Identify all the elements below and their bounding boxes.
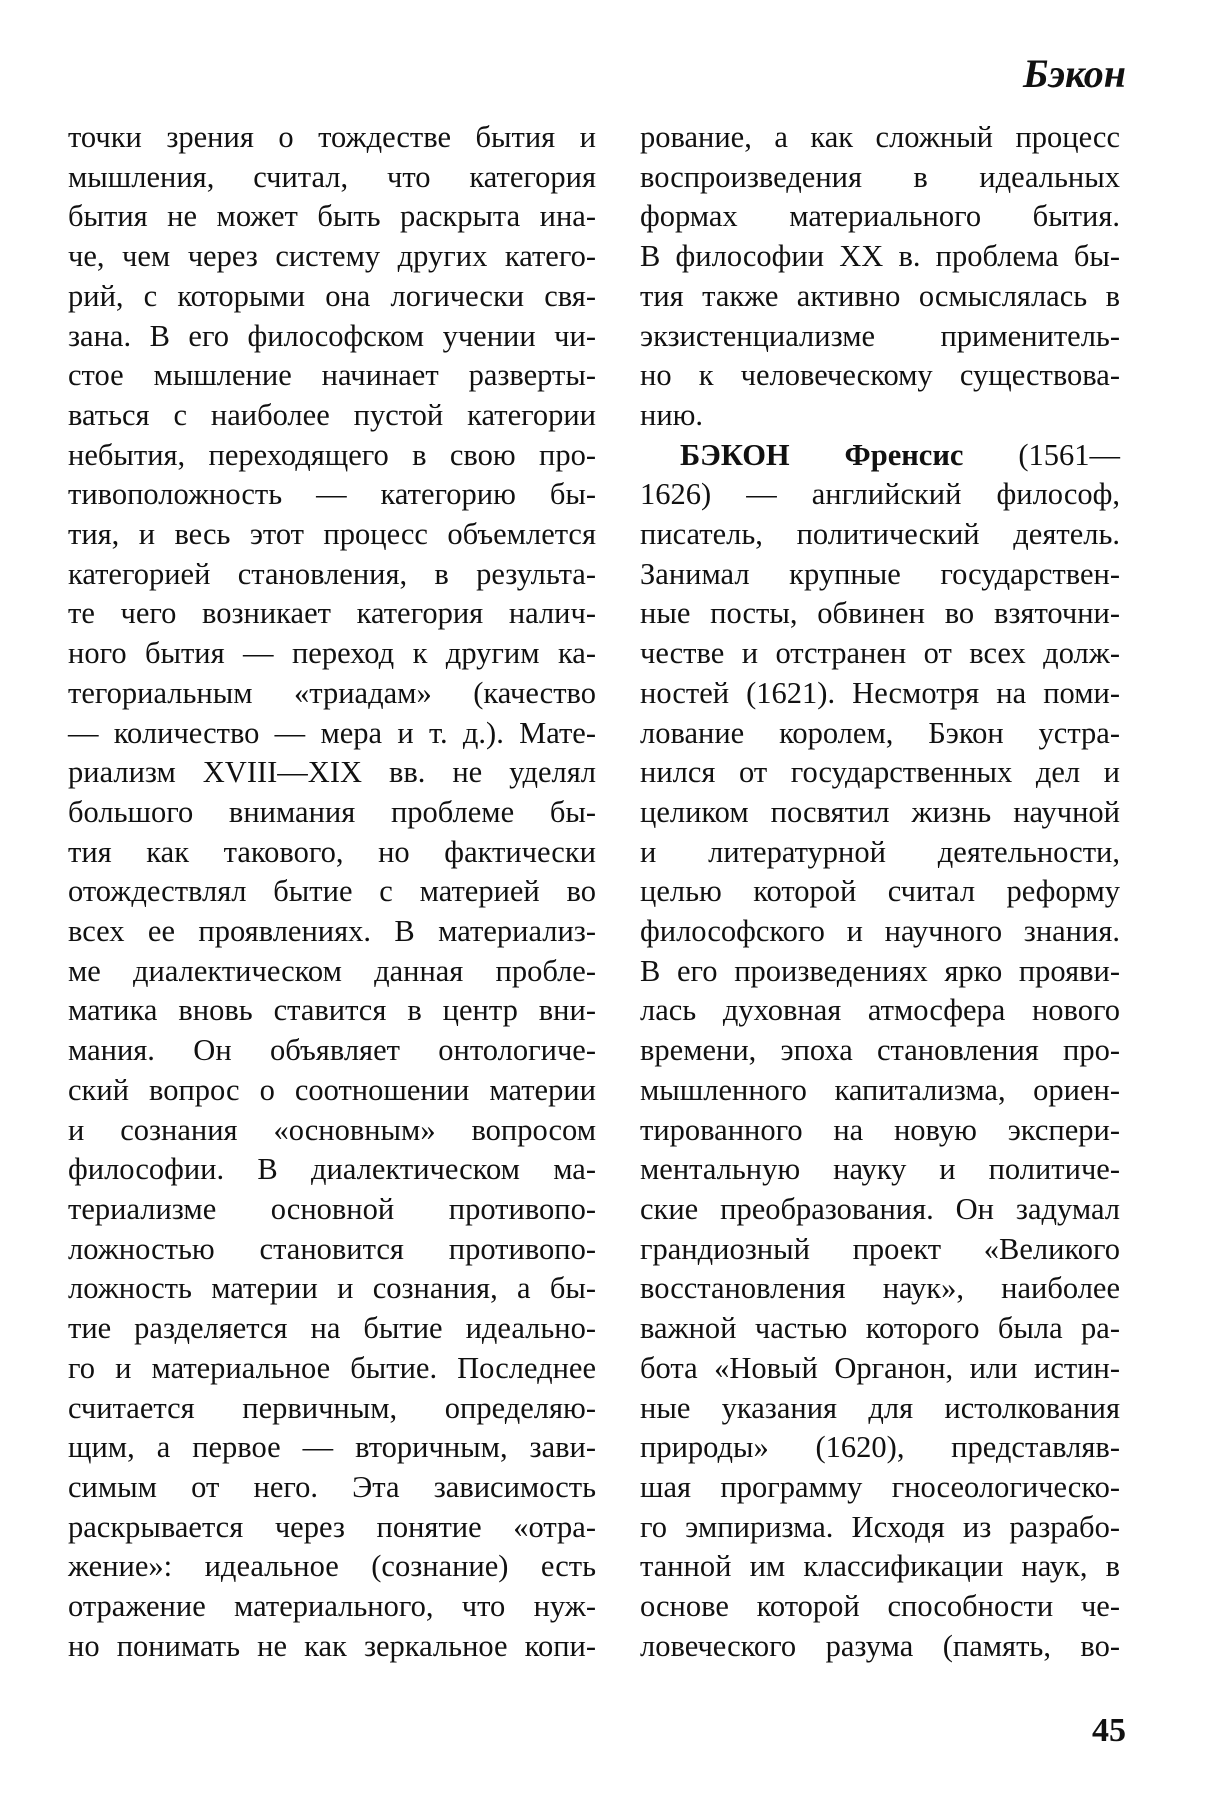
text-line: тия также активно осмыслялась в [640, 278, 1120, 313]
text-line: мышленного капитализма, ориен- [640, 1072, 1120, 1107]
text-line: ментальную науку и политиче- [640, 1152, 1120, 1187]
text-line: ного бытия — переход к другим ка- [68, 636, 596, 671]
text-line: ловеческого разума (память, во- [640, 1628, 1120, 1663]
text-line: грандиозный проект «Великого [640, 1231, 1120, 1266]
text-line: ные посты, обвинен во взяточни- [640, 596, 1120, 631]
text-line: зана. В его философском учении чи- [68, 318, 596, 353]
running-head: Бэкон [1023, 51, 1126, 96]
text-line: философии. В диалектическом ма- [68, 1152, 596, 1187]
text-line: го и материальное бытие. Последнее [68, 1350, 596, 1385]
left-column [68, 118, 596, 1666]
text-line: ваться с наиболее пустой категории [68, 397, 596, 432]
text-line: рий, с которыми она логически свя- [68, 278, 596, 313]
text-line: матика вновь ставится в центр вни- [68, 993, 596, 1028]
text-line: шая программу гносеологическо- [640, 1469, 1120, 1504]
text-line: формах материального бытия. [640, 199, 1120, 234]
text-line: считается первичным, определяю- [68, 1390, 596, 1425]
text-line: рование, а как сложный процесс [640, 120, 1120, 154]
text-line: природы» (1620), представляв- [640, 1430, 1120, 1465]
text-line: целиком посвятил жизнь научной [640, 794, 1120, 829]
text-line: тегориальным «триадам» (качество [68, 675, 596, 710]
text-line: нию. [640, 397, 704, 432]
text-line: всех ее проявлениях. В материализ- [68, 914, 596, 949]
text-line: восстановления наук», наиболее [640, 1271, 1120, 1306]
text-line: основе которой способности че- [640, 1589, 1120, 1624]
text-line: лась духовная атмосфера нового [640, 993, 1120, 1028]
text-line: тия, и весь этот процесс объемлется [68, 517, 596, 552]
text-line: Занимал крупные государствен- [640, 556, 1120, 591]
text-line: большого внимания проблеме бы- [68, 794, 596, 829]
text-line: В его произведениях ярко прояви- [640, 953, 1120, 988]
text-line: бота «Новый Органон, или истин- [640, 1350, 1120, 1385]
text-line: и литературной деятельности, [640, 834, 1120, 869]
text-line: 1626) — английский философ, [640, 477, 1120, 512]
text-line: бытия не может быть раскрыта ина- [68, 199, 596, 234]
text-line: — количество — мера и т. д.). Мате- [68, 715, 596, 750]
entry-headword: БЭКОН Френсис [680, 437, 964, 472]
text-line: раскрывается через понятие «отра- [68, 1509, 596, 1544]
text-line: мышления, считал, что категория [68, 159, 596, 194]
text-line: ские преобразования. Он задумал [640, 1191, 1120, 1226]
text-line: тия как такового, но фактически [68, 834, 596, 869]
text-line: симым от него. Эта зависимость [68, 1469, 596, 1504]
text-line: воспроизведения в идеальных [640, 159, 1120, 194]
text-line: ме диалектическом данная пробле- [68, 953, 596, 988]
text-line: танной им классификации наук, в [640, 1549, 1120, 1584]
text-line: честве и отстранен от всех долж- [640, 636, 1120, 671]
entry-headword-tail: (1561— [963, 437, 1120, 472]
text-line: отражение материального, что нуж- [68, 1589, 596, 1624]
text-line: философского и научного знания. [640, 914, 1120, 949]
text-line: ложностью становится противопо- [68, 1231, 596, 1266]
text-line: лование королем, Бэкон устра- [640, 715, 1120, 750]
right-column [640, 118, 1120, 1666]
text-line: ложность материи и сознания, а бы- [68, 1271, 596, 1306]
text-line: В философии XX в. проблема бы- [640, 239, 1120, 274]
entry-first-line [640, 436, 1120, 476]
text-line: щим, а первое — вторичным, зави- [68, 1430, 596, 1465]
text-line: писатель, политический деятель. [640, 517, 1120, 552]
right-column-continuation [640, 118, 1120, 436]
text-line: отождествлял бытие с материей во [68, 874, 596, 909]
text-line: те чего возникает категория налич- [68, 596, 596, 631]
text-line: нился от государственных дел и [640, 755, 1120, 790]
text-line: тивоположность — категорию бы- [68, 477, 596, 512]
text-line: териализме основной противопо- [68, 1191, 596, 1226]
text-line: времени, эпоха становления про- [640, 1033, 1120, 1068]
text-line: экзистенциализме применитель- [640, 318, 1120, 353]
text-line: ностей (1621). Несмотря на поми- [640, 675, 1120, 710]
text-line: стое мышление начинает разверты- [68, 358, 596, 393]
text-line: небытия, переходящего в свою про- [68, 437, 596, 472]
text-line: мания. Он объявляет онтологиче- [68, 1033, 596, 1068]
text-line: и сознания «основным» вопросом [68, 1112, 596, 1147]
text-line: жение»: идеальное (сознание) есть [68, 1549, 596, 1584]
text-line: точки зрения о тождестве бытия и [68, 120, 596, 154]
text-line: ский вопрос о соотношении материи [68, 1072, 596, 1107]
text-line: тированного на новую экспери- [640, 1112, 1120, 1147]
page-number: 45 [1092, 1712, 1126, 1749]
text-line: важной частью которого была ра- [640, 1311, 1120, 1346]
text-line: категорией становления, в результа- [68, 556, 596, 591]
text-line: целью которой считал реформу [640, 874, 1120, 909]
entry-body [640, 475, 1120, 1666]
text-line: но понимать не как зеркальное копи- [68, 1628, 596, 1663]
text-line: че, чем через систему других катего- [68, 239, 596, 274]
text-line: го эмпиризма. Исходя из разрабо- [640, 1509, 1120, 1544]
text-line: тие разделяется на бытие идеально- [68, 1311, 596, 1346]
text-line: но к человеческому существова- [640, 358, 1120, 393]
text-line: ные указания для истолкования [640, 1390, 1120, 1425]
text-line: риализм XVIII—XIX вв. не уделял [68, 755, 596, 790]
